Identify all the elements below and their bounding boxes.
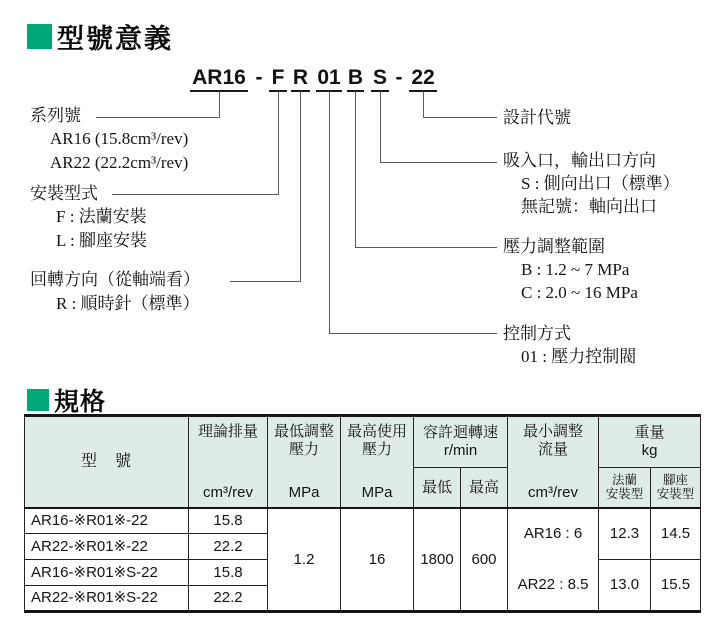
model-code-dash: - [395,66,403,89]
header-line: cm³/rev [203,483,253,501]
pressure-range-option-1: B : 1.2 ~ 7 MPa [521,260,630,279]
col-header-displacement [189,416,268,508]
model-code-segment-control: 01 [316,66,342,92]
subheader-weight-flange [599,468,651,508]
subheader-speed-max: 最高 [461,468,508,508]
model-code-segment-series: AR16 [190,66,248,92]
control-option-1: 01 : 壓力控制閥 [521,347,637,366]
model-code-segment-design: 22 [409,66,437,92]
header-line: 最小調整 [523,422,584,440]
header-line: 腳座 [663,472,689,487]
cell-speed-max: 600 [461,508,508,612]
section-title-text: 規格 [54,388,107,416]
design-code-title: 設計代號 [503,108,571,127]
col-header-speed [414,416,508,468]
ports-option-1: S : 側向出口（標準） [521,174,680,193]
col-header-weight [599,416,701,468]
mounting-option-1: F : 法蘭安裝 [56,207,147,226]
cell-displacement: 15.8 [189,560,268,586]
subheader-weight-foot [651,468,701,508]
green-square-icon [27,24,52,49]
model-code-segment-pressure: B [347,66,364,92]
control-title: 控制方式 [503,324,571,343]
header-unit: MPa [361,483,393,501]
section-model-meaning-title [27,17,173,56]
model-code-dash: - [255,66,263,89]
cell-model: AR22-※R01※-22 [25,534,189,560]
section-specs-title [27,382,106,418]
rotation-option-1: R : 順時針（標準） [56,294,200,313]
header-line: 理論排量 [197,422,258,440]
cell-displacement: 15.8 [189,508,268,534]
section-title-text: 型號意義 [57,24,173,54]
header-line: 流量 [538,440,569,458]
connector-control-line [329,91,497,334]
header-unit: MPa [288,483,320,501]
col-header-model: 型 號 [25,416,189,508]
ports-title: 吸入口，輸出口方向 [503,151,656,170]
cell-model: AR16-※R01※S-22 [25,560,189,586]
subheader-speed-min: 最低 [414,468,461,508]
green-square-icon [27,389,49,411]
header-line: 壓力 [288,440,319,458]
cell-weight-foot: 14.5 [651,508,701,560]
header-line: 重量 [634,424,665,441]
cell-min-flow-ar16: AR16 : 6 [508,508,599,560]
pressure-range-option-2: C : 2.0 ~ 16 MPa [521,283,638,302]
cell-weight-foot: 15.5 [651,560,701,612]
cell-max-pressure: 16 [341,508,414,612]
header-line: 最低調整 [273,422,334,440]
cell-displacement: 22.2 [189,586,268,612]
cell-model: AR22-※R01※S-22 [25,586,189,612]
header-line: 安裝型 [605,487,644,502]
header-line: 最高使用 [346,422,407,440]
cell-displacement: 22.2 [189,534,268,560]
series-option-1: AR16 (15.8cm³/rev) [50,129,189,148]
cell-weight-flange: 12.3 [599,508,651,560]
model-code-segment-rotation: R [291,66,310,92]
model-code-segment-port: S [371,66,389,92]
cell-weight-flange: 13.0 [599,560,651,612]
table-row [25,508,701,534]
connector-rotation-line [230,91,301,282]
header-unit: cm³/rev [528,483,579,501]
model-code-segment-mounting: F [269,66,287,92]
header-line: 安裝型 [656,487,695,502]
header-unit: kg [641,442,658,459]
header-line: 壓力 [361,440,392,458]
col-header-max-pressure [341,416,414,508]
cell-speed-min: 1800 [414,508,461,612]
header-line: 法蘭 [612,472,638,487]
cell-model: AR16-※R01※-22 [25,508,189,534]
cell-min-flow-ar22: AR22 : 8.5 [508,560,599,612]
series-option-2: AR22 (22.2cm³/rev) [50,153,189,172]
ports-option-2: 無記號：軸向出口 [521,197,657,216]
cell-min-adj-pressure: 1.2 [268,508,341,612]
header-row-1 [25,416,701,468]
header-line: 容許迴轉速 [423,424,499,441]
col-header-min-flow [508,416,599,508]
pressure-range-title: 壓力調整範圍 [503,237,605,256]
header-unit: r/min [443,442,478,459]
spec-table [24,414,701,613]
mounting-option-2: L : 腳座安裝 [56,231,147,250]
mounting-title: 安裝型式 [30,184,98,203]
series-title: 系列號 [30,106,81,125]
rotation-title: 回轉方向（從軸端看） [30,270,200,289]
col-header-min-adj-pressure [268,416,341,508]
